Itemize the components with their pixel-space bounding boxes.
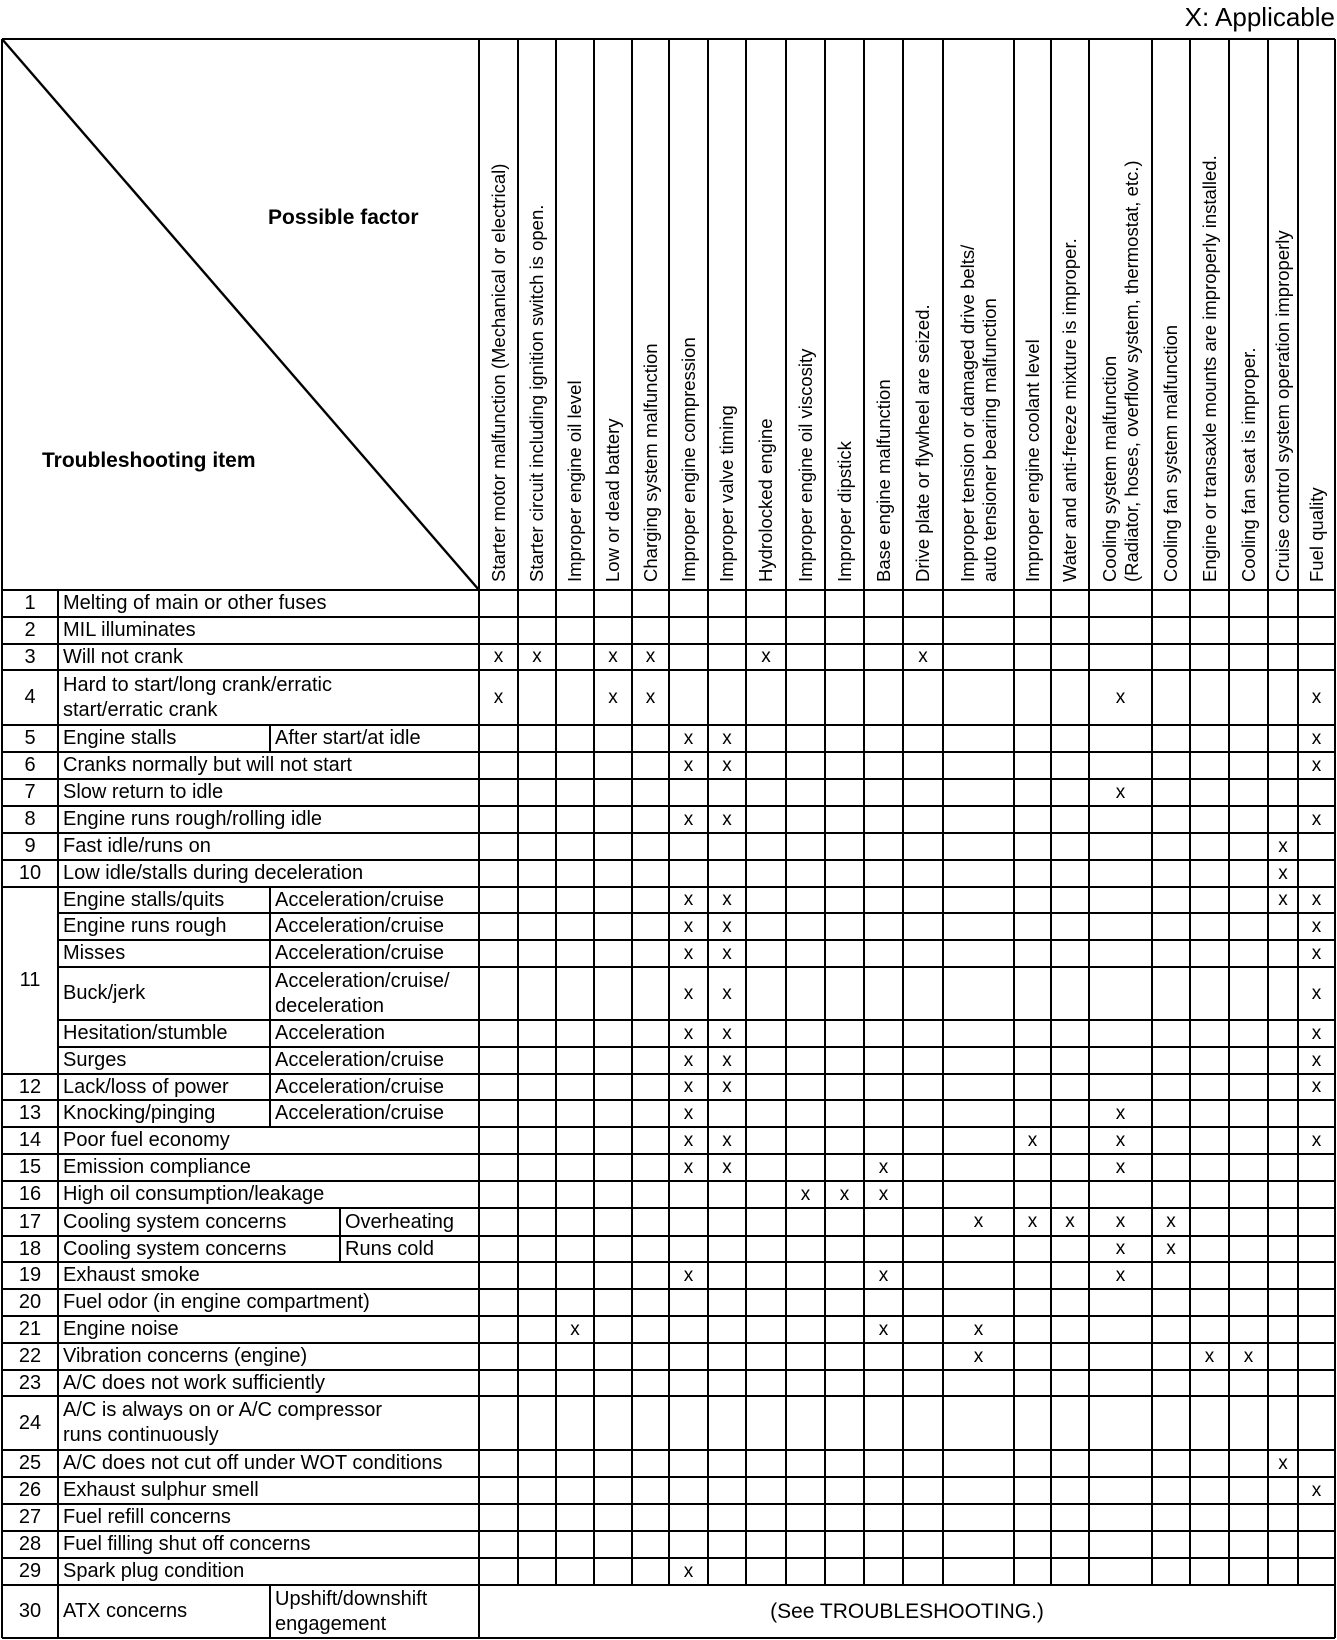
troubleshooting-item: Fast idle/runs on (63, 835, 211, 857)
applicable-mark: x (1311, 809, 1322, 830)
applicable-mark: x (973, 1211, 984, 1232)
applicable-mark: x (1065, 1211, 1075, 1232)
factor-header-line: Cruise control system operation improperly (1272, 230, 1293, 582)
factor-header-line: Improper engine oil viscosity (794, 348, 816, 582)
factor-header-line: Improper tension or damaged drive belts/ (956, 244, 978, 582)
row-number: 10 (18, 862, 42, 884)
troubleshooting-item: Low idle/stalls during deceleration (63, 862, 364, 884)
condition-text: Acceleration/cruise (275, 888, 444, 911)
row-number: 1 (24, 592, 36, 614)
applicable-mark: x (722, 1157, 732, 1178)
troubleshooting-item: Exhaust smoke (63, 1264, 200, 1286)
troubleshooting-item: ATX concerns (63, 1600, 188, 1622)
troubleshooting-item: Misses (63, 942, 126, 964)
applicable-mark: x (878, 1157, 889, 1178)
factor-header-8 (755, 418, 777, 582)
factor-header-line: Fuel quality (1305, 487, 1327, 582)
applicable-mark: x (683, 1103, 694, 1124)
applicable-mark: x (1115, 687, 1126, 708)
condition-text: Acceleration/cruise/ (275, 969, 450, 992)
factor-header-line: Charging system malfunction (639, 343, 661, 582)
row-number: 4 (24, 686, 36, 708)
applicable-mark: x (683, 809, 694, 830)
applicable-mark: x (1115, 1265, 1126, 1286)
applicable-mark: x (1278, 1453, 1288, 1474)
applicable-mark: x (1278, 863, 1288, 884)
condition-text: Acceleration/cruise (275, 915, 444, 937)
factor-column-line (785, 39, 787, 1585)
factor-header-19 (1238, 348, 1260, 582)
troubleshooting-item: Vibration concerns (engine) (63, 1345, 308, 1367)
applicable-mark: x (683, 1157, 694, 1178)
row-number: 15 (18, 1156, 42, 1178)
row-number: 29 (18, 1560, 42, 1582)
applicable-mark: x (878, 1319, 889, 1340)
applicable-mark: x (1311, 983, 1322, 1004)
condition-text: engagement (275, 1612, 387, 1635)
row-number: 14 (18, 1129, 42, 1151)
applicable-mark: x (722, 943, 732, 964)
applicable-mark: x (918, 646, 928, 667)
applicable-mark: x (608, 687, 618, 708)
applicable-mark: x (683, 728, 694, 749)
row-number: 24 (18, 1412, 42, 1434)
table-border-right (1334, 39, 1336, 1638)
condition-divider (269, 1585, 271, 1638)
troubleshooting-item: A/C is always on or A/C compressor (63, 1399, 382, 1421)
applicable-mark: x (683, 1130, 694, 1151)
applicable-mark: x (722, 1050, 732, 1071)
applicable-mark: x (973, 1319, 984, 1340)
applicable-mark: x (683, 1265, 694, 1286)
factor-header-10 (834, 441, 856, 582)
row-number: 22 (18, 1345, 42, 1367)
troubleshooting-item: Hesitation/stumble (63, 1022, 228, 1044)
legend: X: Applicable (1184, 2, 1335, 32)
condition-text: Acceleration/cruise (275, 1049, 444, 1071)
factor-column-line (478, 39, 480, 1638)
condition-divider (269, 1074, 271, 1100)
applicable-mark: x (1204, 1346, 1215, 1367)
applicable-mark: x (1311, 916, 1322, 937)
factor-header-line: Water and anti-freeze mixture is improper. (1059, 238, 1080, 582)
row-number: 27 (18, 1506, 42, 1528)
condition-divider (269, 887, 271, 913)
troubleshooting-item: Melting of main or other fuses (63, 592, 327, 614)
troubleshooting-item: Fuel filling shut off concerns (63, 1533, 311, 1555)
applicable-mark: x (1115, 1157, 1126, 1178)
applicable-mark: x (683, 755, 694, 776)
applicable-mark: x (1278, 889, 1288, 910)
see-troubleshooting-note: (See TROUBLESHOOTING.) (770, 1600, 1044, 1623)
applicable-mark: x (683, 916, 694, 937)
applicable-mark: x (532, 646, 542, 667)
troubleshooting-item: Fuel odor (in engine compartment) (63, 1291, 370, 1313)
factor-header-6 (678, 337, 700, 582)
applicable-mark: x (761, 646, 771, 667)
condition-text: Acceleration/cruise (275, 1102, 444, 1124)
row-number: 23 (18, 1372, 42, 1394)
condition-divider (339, 1208, 341, 1236)
factor-header-line: Cooling fan system malfunction (1160, 324, 1181, 582)
applicable-mark: x (722, 1023, 732, 1044)
applicable-mark: x (722, 1130, 732, 1151)
applicable-mark: x (1311, 687, 1322, 708)
condition-text: Acceleration/cruise (275, 942, 444, 964)
applicable-mark: x (1243, 1346, 1254, 1367)
factor-header-line: Starter circuit including ignition switch is open. (526, 204, 547, 582)
troubleshooting-item: start/erratic crank (63, 698, 218, 721)
applicable-mark: x (1311, 1480, 1322, 1501)
applicable-mark: x (608, 646, 618, 667)
troubleshooting-item: Knocking/pinging (63, 1102, 216, 1124)
applicable-mark: x (493, 646, 504, 667)
factor-header-line: Low or dead battery (602, 418, 623, 582)
applicable-mark: x (1027, 1211, 1038, 1232)
factor-column-line (1050, 39, 1052, 1585)
row-number: 9 (24, 835, 36, 857)
factor-column-line (631, 39, 633, 1585)
applicable-mark: x (722, 1076, 732, 1097)
condition-text: Upshift/downshift (275, 1587, 428, 1610)
factor-header-12 (912, 304, 934, 582)
factor-header-20 (1272, 230, 1294, 582)
applicable-mark: x (839, 1184, 850, 1205)
condition-divider (269, 1047, 271, 1074)
factor-column-line (517, 39, 519, 1585)
troubleshooting-item: runs continuously (63, 1424, 219, 1446)
troubleshooting-item: Cooling system concerns (63, 1210, 287, 1233)
row-number: 26 (18, 1479, 42, 1501)
applicable-mark: x (1311, 1130, 1322, 1151)
condition-text: Acceleration/cruise (275, 1075, 444, 1098)
applicable-mark: x (1311, 1076, 1322, 1097)
troubleshooting-item: Engine runs rough (63, 915, 227, 937)
row-number: 20 (18, 1291, 42, 1313)
troubleshooting-item: Surges (63, 1049, 127, 1071)
factor-header-2 (526, 205, 548, 582)
troubleshooting-item: A/C does not cut off under WOT conditions (63, 1452, 443, 1474)
troubleshooting-item: Hard to start/long crank/erratic (63, 673, 332, 696)
row-number: 11 (19, 969, 41, 991)
factor-header-line: Improper engine compression (677, 337, 699, 582)
condition-divider (269, 1020, 271, 1047)
row-number: 28 (18, 1533, 42, 1555)
applicable-mark: x (722, 916, 732, 937)
troubleshooting-item: Cooling system concerns (63, 1237, 287, 1260)
applicable-mark: x (1027, 1130, 1038, 1151)
condition-text: Runs cold (345, 1237, 434, 1260)
row-number: 7 (24, 781, 36, 803)
row-number: 21 (18, 1318, 42, 1340)
applicable-mark: x (1311, 1050, 1322, 1071)
applicable-mark: x (683, 1023, 694, 1044)
factor-column-line (1088, 39, 1090, 1585)
condition-text: After start/at idle (275, 727, 421, 749)
applicable-mark: x (1311, 943, 1322, 964)
applicable-mark: x (722, 728, 732, 749)
applicable-mark: x (1311, 889, 1322, 910)
applicable-mark: x (722, 809, 732, 830)
applicable-mark: x (878, 1184, 889, 1205)
condition-divider (269, 725, 271, 752)
condition-text: Overheating (345, 1210, 454, 1233)
factor-header-line: Base engine malfunction (872, 379, 894, 582)
applicable-mark: x (493, 687, 504, 708)
applicable-mark: x (722, 889, 732, 910)
troubleshooting-item: Fuel refill concerns (63, 1506, 231, 1528)
factor-header-line: Cooling system malfunction (1098, 355, 1120, 582)
troubleshooting-item: High oil consumption/leakage (63, 1183, 325, 1205)
applicable-mark: x (683, 943, 694, 964)
factor-header-9 (795, 349, 817, 582)
troubleshooting-item: Cranks normally but will not start (63, 754, 352, 776)
applicable-mark: x (1115, 1130, 1126, 1151)
factor-header-1 (488, 164, 510, 582)
factor-header-line: auto tensioner bearing malfunction (978, 298, 1000, 582)
condition-divider (269, 940, 271, 967)
factor-header-line: Improper dipstick (833, 441, 855, 582)
factor-header-5 (640, 343, 662, 582)
factor-column-line (863, 39, 865, 1585)
applicable-mark: x (683, 1050, 694, 1071)
condition-text: deceleration (275, 994, 384, 1017)
factor-header-line: Improper engine oil level (564, 380, 585, 582)
applicable-mark: x (1311, 728, 1322, 749)
row-number: 8 (24, 808, 36, 830)
troubleshooting-item-label: Troubleshooting item (42, 449, 256, 472)
applicable-mark: x (1311, 755, 1322, 776)
factor-header-line: Improper engine coolant level (1021, 339, 1043, 582)
factor-header-13 (957, 245, 1001, 582)
applicable-mark: x (973, 1346, 984, 1367)
troubleshooting-item: Exhaust sulphur smell (63, 1479, 259, 1501)
applicable-mark: x (683, 889, 694, 910)
factor-header-line: (Radiator, hoses, overflow system, thermostat, etc.) (1120, 160, 1142, 582)
applicable-mark: x (570, 1319, 580, 1340)
factor-header-17 (1160, 325, 1182, 582)
applicable-mark: x (1115, 1238, 1126, 1259)
applicable-mark: x (1115, 1211, 1126, 1232)
factor-column-line (824, 39, 826, 1585)
row-number: 13 (18, 1102, 42, 1124)
condition-divider (339, 1236, 341, 1262)
applicable-mark: x (800, 1184, 811, 1205)
possible-factor-label: Possible factor (268, 206, 419, 229)
applicable-mark: x (722, 755, 732, 776)
troubleshooting-item: Poor fuel economy (63, 1129, 230, 1151)
troubleshooting-item: Lack/loss of power (63, 1075, 229, 1098)
row-number: 30 (18, 1600, 42, 1622)
factor-column-line (593, 39, 595, 1585)
applicable-mark: x (683, 1561, 694, 1582)
condition-divider (269, 913, 271, 940)
troubleshooting-item: Slow return to idle (63, 781, 224, 803)
troubleshooting-item: Engine noise (63, 1318, 179, 1340)
applicable-mark: x (1115, 1103, 1126, 1124)
row-number: 5 (24, 727, 36, 749)
condition-divider (269, 967, 271, 1020)
applicable-mark: x (1115, 782, 1126, 803)
row-number: 12 (18, 1076, 42, 1098)
troubleshooting-item: Buck/jerk (63, 982, 146, 1004)
factor-column-line (902, 39, 904, 1585)
row-number: 18 (18, 1238, 42, 1260)
applicable-mark: x (683, 1076, 694, 1097)
troubleshooting-item: Engine stalls/quits (63, 888, 225, 911)
factor-header-4 (602, 418, 624, 582)
condition-divider (269, 1100, 271, 1127)
row-number: 17 (18, 1211, 42, 1233)
troubleshooting-item: A/C does not work sufficiently (63, 1371, 325, 1394)
factor-column-line (555, 39, 557, 1585)
troubleshooting-item: Engine stalls (63, 727, 177, 749)
factor-header-line: Starter motor malfunction (Mechanical or electrical) (487, 163, 509, 582)
row-number: 2 (24, 619, 36, 641)
factor-header-line: Engine or transaxle mounts are improperly installed. (1198, 155, 1220, 582)
troubleshooting-item: MIL illuminates (63, 619, 196, 641)
factor-header-16 (1099, 160, 1143, 582)
applicable-mark: x (878, 1265, 889, 1286)
factor-header-15 (1059, 238, 1081, 582)
applicable-mark: x (645, 646, 656, 667)
row-number: 6 (24, 754, 36, 776)
troubleshooting-item: Spark plug condition (63, 1560, 245, 1582)
applicable-mark: x (645, 687, 656, 708)
condition-text: Acceleration (275, 1022, 386, 1044)
factor-header-21 (1306, 487, 1328, 582)
applicable-mark: x (683, 983, 694, 1004)
factor-column-line (1151, 39, 1153, 1585)
applicable-mark: x (1166, 1211, 1176, 1232)
factor-header-line: Improper valve timing (716, 405, 737, 582)
row-number: 3 (24, 646, 36, 668)
factor-header-7 (716, 405, 738, 582)
factor-header-line: Cooling fan seat is improper. (1237, 347, 1259, 582)
troubleshooting-item: Engine runs rough/rolling idle (63, 808, 323, 830)
row-number: 19 (18, 1264, 42, 1286)
factor-header-14 (1022, 339, 1044, 582)
factor-header-line: Hydrolocked engine (755, 418, 776, 582)
factor-header-line: Drive plate or flywheel are seized. (912, 304, 933, 582)
factor-header-18 (1199, 155, 1221, 582)
factor-header-3 (564, 380, 586, 582)
applicable-mark: x (1166, 1238, 1176, 1259)
applicable-mark: x (722, 983, 732, 1004)
applicable-mark: x (1311, 1023, 1322, 1044)
troubleshooting-item: Will not crank (63, 645, 184, 668)
row-number: 25 (18, 1452, 42, 1474)
troubleshooting-item: Emission compliance (63, 1156, 251, 1178)
factor-header-11 (873, 379, 895, 582)
row-number: 16 (18, 1183, 42, 1205)
applicable-mark: x (1278, 836, 1288, 857)
